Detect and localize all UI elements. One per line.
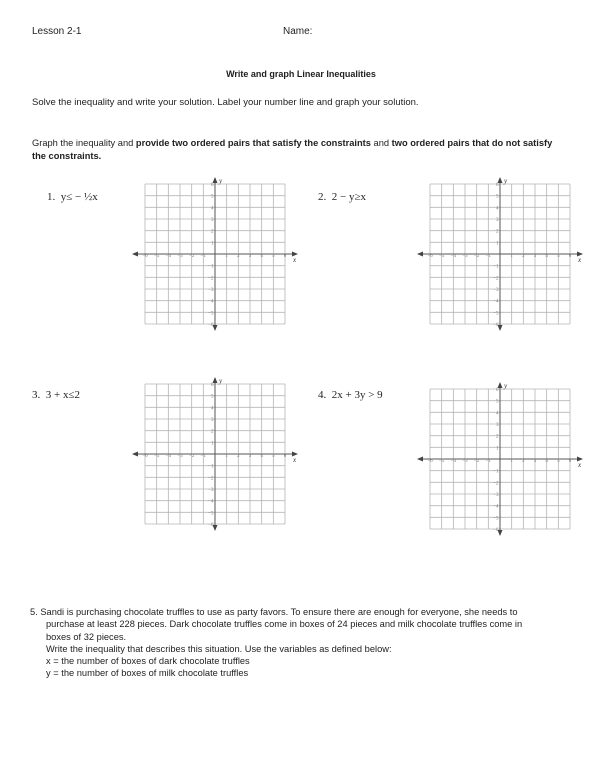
axis-arrow-icon (132, 452, 138, 457)
y-tick-label: −5 (493, 516, 499, 522)
x-tick-label: 2 (522, 459, 525, 464)
x-tick-label: −2 (189, 454, 195, 459)
y-tick-label: −5 (208, 511, 214, 517)
x-tick-label: −3 (462, 254, 468, 259)
x-tick-label: −6 (142, 254, 148, 259)
page-title: Write and graph Linear Inequalities (226, 69, 376, 79)
y-tick-label: −3 (208, 488, 214, 493)
coordinate-grid-1[interactable] (130, 176, 300, 336)
problem-2 (318, 191, 366, 203)
x-tick-label: 6 (283, 254, 287, 259)
x-tick-label: −6 (427, 254, 433, 259)
y-tick-label: 2 (211, 229, 214, 235)
x-tick-label: 1 (510, 254, 513, 259)
x-tick-label: −2 (474, 459, 480, 464)
problem-4 (318, 389, 383, 401)
x-tick-label: 2 (522, 254, 525, 259)
x-tick-label: 5 (557, 254, 560, 259)
y-tick-label: −4 (208, 499, 214, 505)
x-tick-label: 6 (568, 254, 572, 259)
x-tick-label: −4 (450, 459, 456, 464)
y-tick-label: 3 (496, 423, 499, 428)
problem-number: 4. (318, 389, 327, 401)
grid-svg (415, 381, 585, 541)
y-tick-label: 2 (211, 429, 214, 435)
x-axis-label: x (293, 456, 297, 464)
y-tick-label: 3 (211, 418, 214, 423)
x-axis-label: x (293, 256, 297, 264)
y-tick-label: −4 (493, 504, 499, 510)
problem-5 (30, 606, 575, 680)
y-tick-label: 4 (496, 411, 499, 417)
problem-expression: 3 + x≤2 (45, 389, 80, 401)
y-tick-label: 2 (496, 229, 499, 235)
y-tick-label: 4 (211, 406, 214, 412)
grid-svg (130, 176, 300, 336)
problem5-line: x = the number of boxes of dark chocolate truffles (46, 656, 250, 667)
problem-number: 3. (32, 389, 41, 401)
x-tick-label: 3 (248, 454, 252, 459)
problem-expression: 2 − y≥x (331, 191, 366, 203)
y-tick-label: 4 (211, 206, 214, 212)
y-tick-label: −6 (493, 323, 499, 328)
x-tick-label: 1 (510, 459, 513, 464)
problem5-line: 5. Sandi is purchasing chocolate truffles to use as party favors. To ensure there are enough for everyone, she needs to (30, 607, 518, 617)
y-tick-label: 5 (211, 194, 214, 200)
axis-arrow-icon (132, 252, 138, 257)
y-tick-label: 5 (496, 399, 499, 405)
y-tick-label: −4 (493, 299, 499, 305)
instructions: Solve the inequality and write your solution. Label your number line and graph your solution. (32, 97, 419, 108)
y-tick-label: 5 (211, 394, 214, 400)
x-tick-label: 6 (568, 459, 572, 464)
problem-expression: 2x + 3y > 9 (331, 389, 383, 401)
y-tick-label: −2 (208, 476, 214, 482)
y-tick-label: 6 (496, 183, 499, 188)
instr-text: Graph the inequality and (32, 138, 136, 148)
instr-bold-2: two ordered pairs that do not satisfy the constraints. (32, 138, 553, 161)
y-tick-label: −1 (493, 469, 499, 475)
x-tick-label: −4 (450, 254, 456, 259)
x-tick-label: −3 (177, 454, 183, 459)
y-tick-label: 6 (211, 383, 214, 388)
x-tick-label: −1 (485, 254, 491, 259)
y-axis-label: y (504, 177, 508, 185)
y-axis-label: y (219, 177, 223, 185)
y-tick-label: 1 (211, 241, 214, 247)
y-tick-label: 6 (211, 183, 214, 188)
x-tick-label: 5 (557, 459, 560, 464)
y-tick-label: 5 (496, 194, 499, 200)
x-tick-label: 2 (237, 254, 240, 259)
x-tick-label: −3 (177, 254, 183, 259)
y-axis-label: y (504, 382, 508, 390)
problem-expression: y≤ − ½x (60, 191, 98, 203)
y-tick-label: −6 (208, 323, 214, 328)
y-tick-label: 1 (496, 446, 499, 452)
x-tick-label: 5 (272, 454, 275, 459)
x-tick-label: −5 (154, 454, 160, 459)
y-tick-label: 2 (496, 434, 499, 440)
x-tick-label: 2 (237, 454, 240, 459)
instr-text-2: and (370, 138, 392, 148)
x-tick-label: 3 (533, 459, 537, 464)
x-tick-label: −5 (439, 459, 445, 464)
x-tick-label: 4 (260, 454, 263, 459)
y-tick-label: −4 (208, 299, 214, 305)
x-tick-label: −4 (165, 454, 171, 459)
x-tick-label: −5 (154, 254, 160, 259)
y-tick-label: −6 (493, 528, 499, 533)
x-tick-label: −2 (474, 254, 480, 259)
y-tick-label: −3 (208, 288, 214, 293)
x-tick-label: −2 (189, 254, 195, 259)
problem5-line: y = the number of boxes of milk chocolate truffles (46, 668, 249, 679)
y-tick-label: −2 (208, 276, 214, 282)
problem-3 (32, 389, 80, 401)
problem5-line: boxes of 32 pieces. (46, 631, 127, 642)
problem-1 (47, 191, 98, 203)
lesson-label: Lesson 2-1 (32, 26, 82, 37)
instr-bold-1: provide two ordered pairs that satisfy the constraints (135, 138, 371, 148)
x-tick-label: −3 (462, 459, 468, 464)
grid-svg (130, 376, 300, 536)
x-tick-label: −4 (165, 254, 171, 259)
x-axis-label: x (578, 256, 582, 264)
y-tick-label: −2 (493, 481, 499, 487)
problem-number: 1. (47, 191, 56, 203)
y-tick-label: 4 (496, 206, 499, 212)
y-tick-label: −6 (208, 523, 214, 528)
grid-svg (415, 176, 585, 336)
y-tick-label: −1 (208, 464, 214, 470)
y-tick-label: −5 (493, 311, 499, 317)
x-tick-label: −1 (485, 459, 491, 464)
problem5-line: Write the inequality that describes this situation. Use the variables as defined below: (46, 643, 392, 654)
y-tick-label: −3 (493, 493, 499, 498)
y-tick-label: −1 (208, 264, 214, 270)
coordinate-grid-2[interactable] (415, 176, 585, 336)
y-tick-label: −3 (493, 288, 499, 293)
x-tick-label: 1 (225, 454, 228, 459)
y-tick-label: −5 (208, 311, 214, 317)
x-tick-label: 4 (260, 254, 263, 259)
x-tick-label: 4 (545, 254, 548, 259)
problem5-line: purchase at least 228 pieces. Dark chocolate truffles come in boxes of 24 pieces and milk chocolate truffles come in (46, 619, 523, 630)
x-tick-label: −1 (200, 254, 206, 259)
x-axis-label: x (578, 461, 582, 469)
axis-arrow-icon (417, 252, 423, 257)
graph-instructions (32, 137, 562, 163)
y-tick-label: 1 (211, 441, 214, 447)
y-tick-label: −2 (493, 276, 499, 282)
x-tick-label: −6 (427, 459, 433, 464)
x-tick-label: −1 (200, 454, 206, 459)
y-tick-label: 3 (211, 218, 214, 223)
x-tick-label: 3 (248, 254, 252, 259)
y-tick-label: −1 (493, 264, 499, 270)
y-tick-label: 6 (496, 388, 499, 393)
x-tick-label: −6 (142, 454, 148, 459)
coordinate-grid-4[interactable] (415, 381, 585, 541)
axis-arrow-icon (417, 457, 423, 462)
x-tick-label: 3 (533, 254, 537, 259)
problem-number: 2. (318, 191, 327, 203)
x-tick-label: 6 (283, 454, 287, 459)
y-tick-label: 1 (496, 241, 499, 247)
coordinate-grid-3[interactable] (130, 376, 300, 536)
x-tick-label: −5 (439, 254, 445, 259)
x-tick-label: 4 (545, 459, 548, 464)
x-tick-label: 1 (225, 254, 228, 259)
name-label: Name: (283, 26, 313, 37)
y-tick-label: 3 (496, 218, 499, 223)
x-tick-label: 5 (272, 254, 275, 259)
y-axis-label: y (219, 377, 223, 385)
